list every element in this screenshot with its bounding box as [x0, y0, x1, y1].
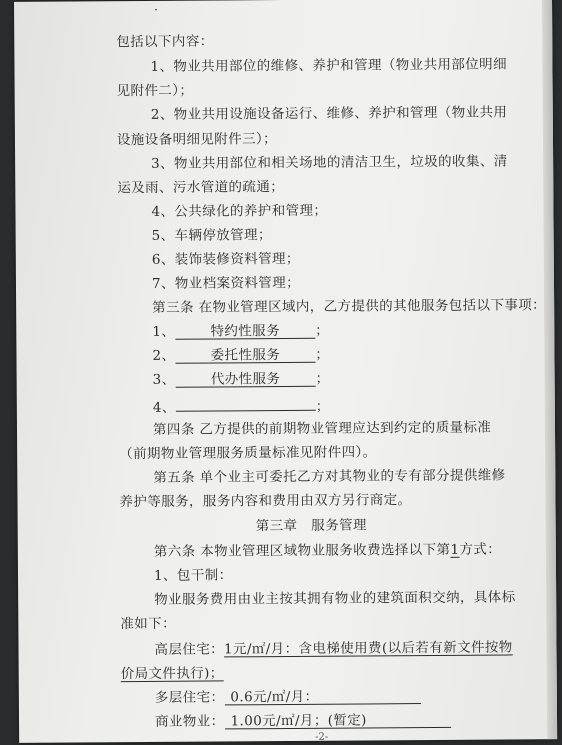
service-item-value: 代办性服务	[175, 370, 315, 388]
service-item-value: 委托性服务	[175, 346, 315, 364]
text-line: 1、物业共用部位的维修、养护和管理（物业共用部位明细	[150, 56, 508, 75]
article-6-desc: 物业服务费用由业主按其拥有物业的建筑面积交纳，具体标	[154, 589, 516, 608]
text-line: 运及雨、污水管道的疏通；	[117, 178, 285, 197]
page-number: -2-	[315, 731, 329, 743]
article-6-suffix: 方式：	[459, 541, 502, 558]
text-line: 2、物业共用设施设备运行、维修、养护和管理（物业共用	[150, 104, 508, 123]
fee-commercial-label: 商业物业：	[154, 713, 225, 730]
text-line: 5、车辆停放管理；	[151, 227, 272, 244]
article-5-line: 第五条 单个业主可委托乙方对其物业的专有部分提供维修	[153, 467, 506, 486]
article-6-method: 1、包干制：	[153, 567, 233, 584]
article-5-line: 养护等服务，服务内容和费用由双方另行商定。	[119, 492, 412, 511]
fee-multi-storey	[155, 687, 421, 707]
page-edge	[542, 0, 557, 739]
service-item-end: ；	[315, 322, 330, 339]
article-3-heading: 第三条 在物业管理区域内，乙方提供的其他服务包括以下事项：	[152, 297, 547, 316]
article-6-choice: 1	[450, 541, 460, 558]
article-4-line: （前期物业管理服务质量标准见附件四）。	[119, 444, 377, 463]
fee-commercial	[155, 711, 451, 731]
service-item	[153, 370, 330, 389]
service-item	[152, 322, 329, 341]
service-item-end: ；	[315, 370, 330, 387]
article-6-desc: 准如下：	[120, 615, 177, 633]
text-line: 包括以下内容：	[116, 33, 214, 51]
text-line: 设施设备明细见附件三）；	[116, 131, 278, 149]
service-item-value: 特约性服务	[175, 322, 315, 340]
document-page	[14, 0, 557, 743]
fee-high-rise	[154, 638, 512, 658]
chapter-title: 第三章 服务管理	[255, 517, 367, 535]
service-item-number: 2、	[152, 347, 176, 364]
service-item	[152, 346, 329, 365]
service-item-end: ；	[315, 346, 330, 363]
text-line: 3、物业共用部位和相关场地的清洁卫生，垃圾的收集、清	[151, 153, 508, 172]
fee-high-rise-value-cont: 价局文件执行)；	[120, 665, 224, 683]
service-item-end: ；	[315, 398, 330, 415]
fee-commercial-value: 1.00元/㎡/月；(暂定)	[224, 711, 450, 730]
top-mark: ·	[154, 2, 159, 17]
article-6-heading	[154, 540, 501, 560]
text-line: 6、装饰装修资料管理；	[151, 250, 300, 268]
service-item-number: 4、	[152, 399, 176, 416]
text-line: 7、物业档案资料管理；	[151, 274, 301, 292]
article-4-line: 第四条 乙方提供的前期物业管理应达到约定的质量标准	[152, 419, 492, 438]
fee-multi-storey-value: 0.6元/㎡/月：	[224, 687, 420, 705]
service-item-value	[176, 394, 316, 412]
fee-high-rise-label: 高层住宅：	[154, 641, 225, 658]
service-item	[153, 394, 330, 417]
text-line: 4、公共绿化的养护和管理；	[151, 202, 328, 220]
article-6-prefix: 第六条 本物业管理区域物业服务收费选择以下第	[153, 541, 451, 560]
text-line: 见附件二）；	[116, 82, 194, 100]
fee-high-rise-value: 1元/㎡/月：含电梯使用费(以后若有新文件按物	[223, 639, 513, 658]
service-item-number: 1、	[152, 323, 176, 340]
service-item-number: 3、	[152, 371, 176, 388]
fee-multi-storey-label: 多层住宅：	[154, 689, 225, 706]
